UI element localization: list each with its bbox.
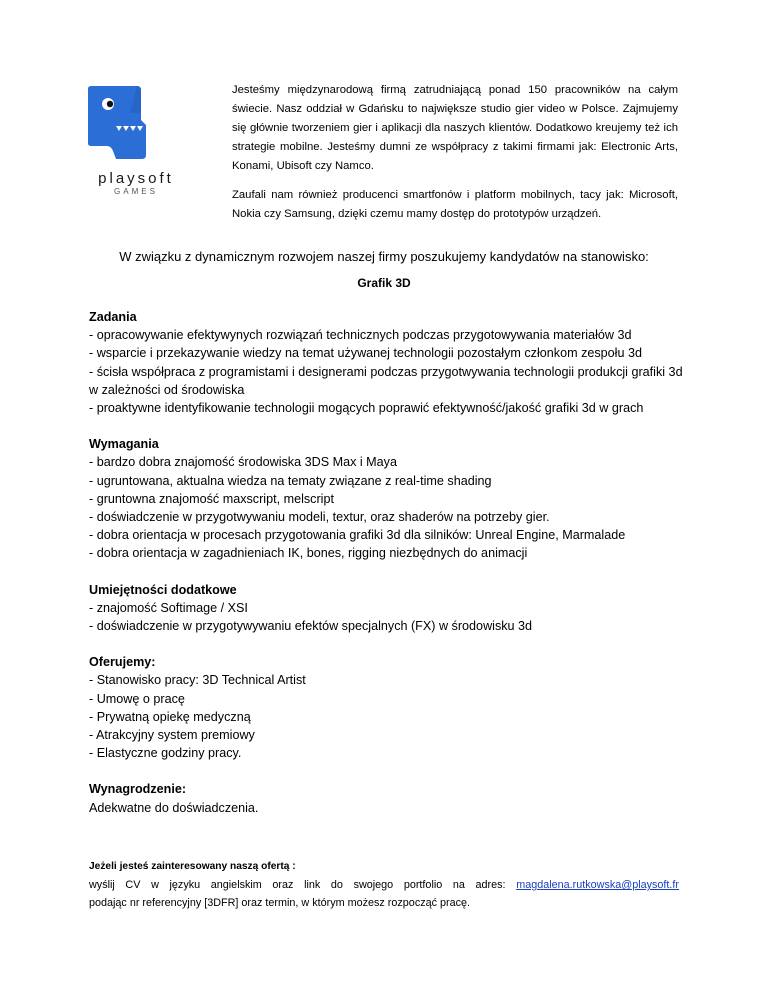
list-item: - ścisła współpraca z programistami i designerami podczas przygotwywania technologii produkcji grafiki 3d w zależności od środowiska xyxy=(89,364,683,397)
section-tasks xyxy=(89,308,689,417)
call-to-action: Jeżeli jesteś zainteresowany naszą ofertą : xyxy=(89,861,296,872)
section-additional-skills xyxy=(89,581,689,636)
position-title: Grafik 3D xyxy=(357,276,411,290)
instruction-line xyxy=(89,876,679,894)
list-item: - Prywatną opiekę medyczną xyxy=(89,709,251,724)
list-item: - doświadczenie w przygotywywaniu efektów specjalnych (FX) w środowisku 3d xyxy=(89,619,533,634)
intro-paragraph-2: Zaufali nam również producenci smartfonów i platform mobilnych, tacy jak: Microsoft, Nokia czy Samsung, dzięki czemu mamy dostęp do prototypów urządzeń. xyxy=(232,189,678,220)
section-salary xyxy=(89,780,689,816)
list-item: - dobra orientacja w zagadnieniach IK, bones, rigging niezbędnych do animacji xyxy=(89,546,528,561)
list-item: - Elastyczne godziny pracy. xyxy=(89,746,242,761)
list-item: - Umowę o pracę xyxy=(89,691,185,706)
list-item: - Stanowisko pracy: 3D Technical Artist xyxy=(89,673,306,688)
list-item: - ugruntowana, aktualna wiedza na tematy związane z real-time shading xyxy=(89,473,492,488)
section-title: Zadania xyxy=(89,310,137,324)
list-item: - wsparcie i przekazywanie wiedzy na temat używanej technologii pozostałym członkom zespołu 3d xyxy=(89,346,642,361)
list-item: - proaktywne identyfikowanie technologii mogących poprawić efektywność/jakość grafiki 3d w grach xyxy=(89,401,644,416)
application-instructions xyxy=(89,858,679,912)
company-intro xyxy=(232,81,678,224)
section-title: Wymagania xyxy=(89,437,159,452)
intro-paragraph-1: Jesteśmy międzynarodową firmą zatrudniającą ponad 150 pracowników na całym świecie. Nasz oddział w Gdańsku to największe studio gier video w Polsce. Zajmujemy się głównie tworzeniem gier i aplikacji dla naszych klientów. Dodatkowo kreujemy też ich strategie mobilne. Jesteśmy dumni ze współpracy z takimi firmami jak: Electronic Arts, Konami, Ubisoft czy Namco. xyxy=(232,84,678,172)
job-details xyxy=(89,308,689,835)
dinosaur-mascot-icon xyxy=(80,83,190,163)
list-item: - Atrakcyjny system premiowy xyxy=(89,728,255,743)
brand-name: playsoft xyxy=(98,170,174,187)
instruction-line-2: podając nr referencyjny [3DFR] oraz termin, w którym możesz rozpocząć pracę. xyxy=(89,897,471,909)
email-link[interactable]: magdalena.rutkowska@playsoft.fr xyxy=(516,879,680,891)
section-title: Umiejętności dodatkowe xyxy=(89,582,237,597)
list-item: - doświadczenie w przygotwywaniu modeli, textur, oraz shaderów na potrzeby gier. xyxy=(89,510,550,525)
brand-subtitle: GAMES xyxy=(114,187,158,196)
list-item: - gruntowna znajomość maxscript, melscript xyxy=(89,491,334,506)
section-requirements xyxy=(89,435,689,562)
section-title: Wynagrodzenie: xyxy=(89,782,187,797)
lead-sentence: W związku z dynamicznym rozwojem naszej firmy poszukujemy kandydatów na stanowisko: xyxy=(119,249,649,264)
list-item: Adekwatne do doświadczenia. xyxy=(89,800,259,815)
section-offer xyxy=(89,653,689,762)
list-item: - opracowywanie efektywynych rozwiązań technicznych podczas przygotowywania materiałów 3d xyxy=(89,328,632,343)
section-title: Oferujemy: xyxy=(89,655,156,670)
logo-wordmark xyxy=(86,170,186,196)
list-item: - dobra orientacja w procesach przygotowania grafiki 3d dla silników: Unreal Engine, Marmalade xyxy=(89,528,626,543)
list-item: - znajomość Softimage / XSI xyxy=(89,600,248,615)
instruction-text: wyślij CV w języku angielskim oraz link do swojego portfolio na adres: xyxy=(89,879,506,891)
list-item: - bardzo dobra znajomość środowiska 3DS Max i Maya xyxy=(89,455,397,470)
